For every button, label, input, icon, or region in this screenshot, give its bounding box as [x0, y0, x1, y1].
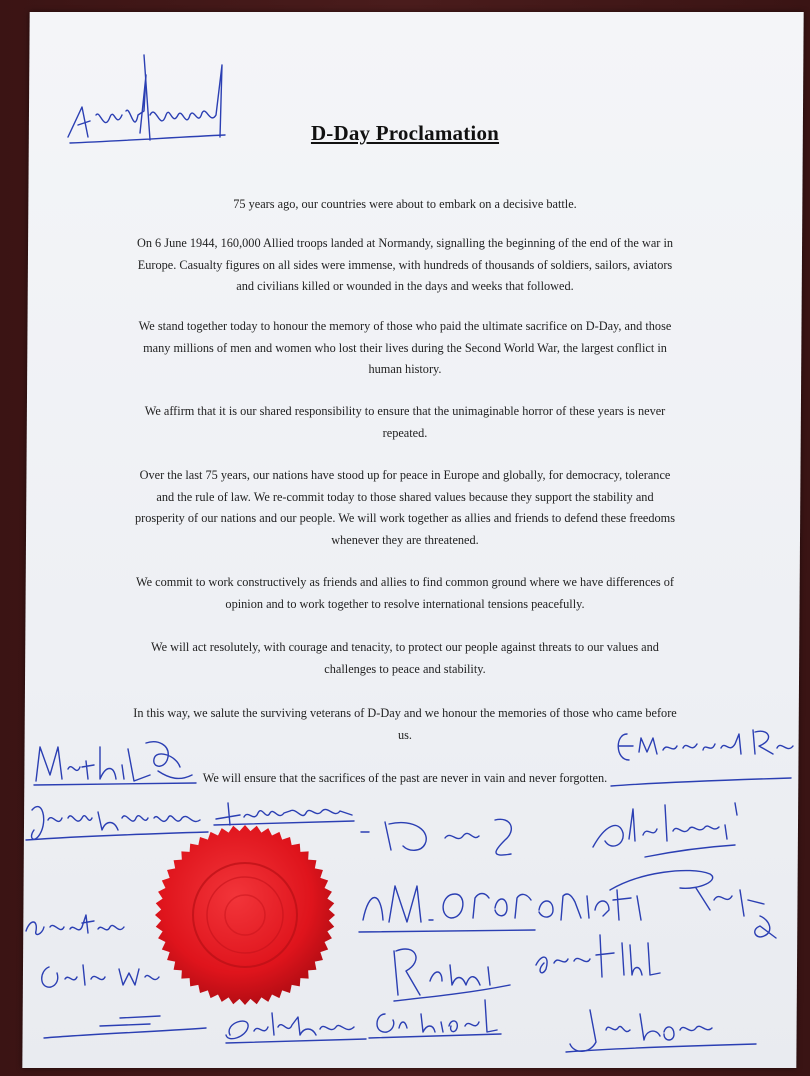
signature-left-5 — [35, 955, 165, 995]
signature-center-1 — [355, 810, 525, 870]
paragraph-5: Over the last 75 years, our nations have stood up for peace in Europe and globally, for democracy, tolerance and the rule of law. We re-commit today to those shared values because they support the stability and prosperity of our nations and our people. We will work together as allies and friends to defend these freedoms whenever they are threatened. — [134, 468, 676, 547]
paragraph-9: We will ensure that the sacrifices of the past are never in vain and never forgotten. — [202, 771, 608, 785]
signature-bottom-center — [365, 990, 505, 1040]
paragraph-2: On 6 June 1944, 160,000 Allied troops landed at Normandy, signalling the beginning of the end of the war in Europe. Casualty figures on all sides were immense, with hundreds of thousands of soldiers, sailors, aviators and civilians killed or wounded in the days and weeks that followed. — [136, 236, 674, 293]
red-wax-seal — [153, 823, 337, 1007]
paragraph-7: We will act resolutely, with courage and tenacity, to protect our people against threats to our values and challenges to peace and stability. — [151, 640, 659, 676]
paragraph-4: We affirm that it is our shared responsibility to ensure that the unimaginable horror of these years is never repeated. — [144, 404, 666, 440]
paragraph-8: In this way, we salute the surviving veterans of D-Day and we honour the memories of those who came before us. — [133, 706, 677, 742]
signature-left-4 — [20, 905, 130, 940]
signature-left-1 — [30, 735, 200, 790]
document-title: D-Day Proclamation — [310, 121, 500, 145]
signature-bottom-right — [560, 1000, 760, 1060]
signature-top-right — [605, 720, 800, 800]
signature-right-1 — [585, 795, 775, 865]
signature-bottom-left-1 — [40, 1008, 210, 1048]
signature-bottom-left-2 — [220, 1005, 370, 1050]
signature-top-left — [60, 45, 230, 155]
paragraph-3: We stand together today to honour the memory of those who paid the ultimate sacrifice on D-Day, and those many millions of men and women who lost their lives during the Second World War, the largest conflict in human history. — [138, 319, 672, 376]
paragraph-6: We commit to work constructively as friends and allies to find common ground where we have differences of opinion and to work together to resolve international tensions peacefully. — [136, 575, 674, 611]
signature-right-2 — [600, 860, 790, 950]
paragraph-1: 75 years ago, our countries were about to embark on a decisive battle. — [233, 197, 577, 211]
